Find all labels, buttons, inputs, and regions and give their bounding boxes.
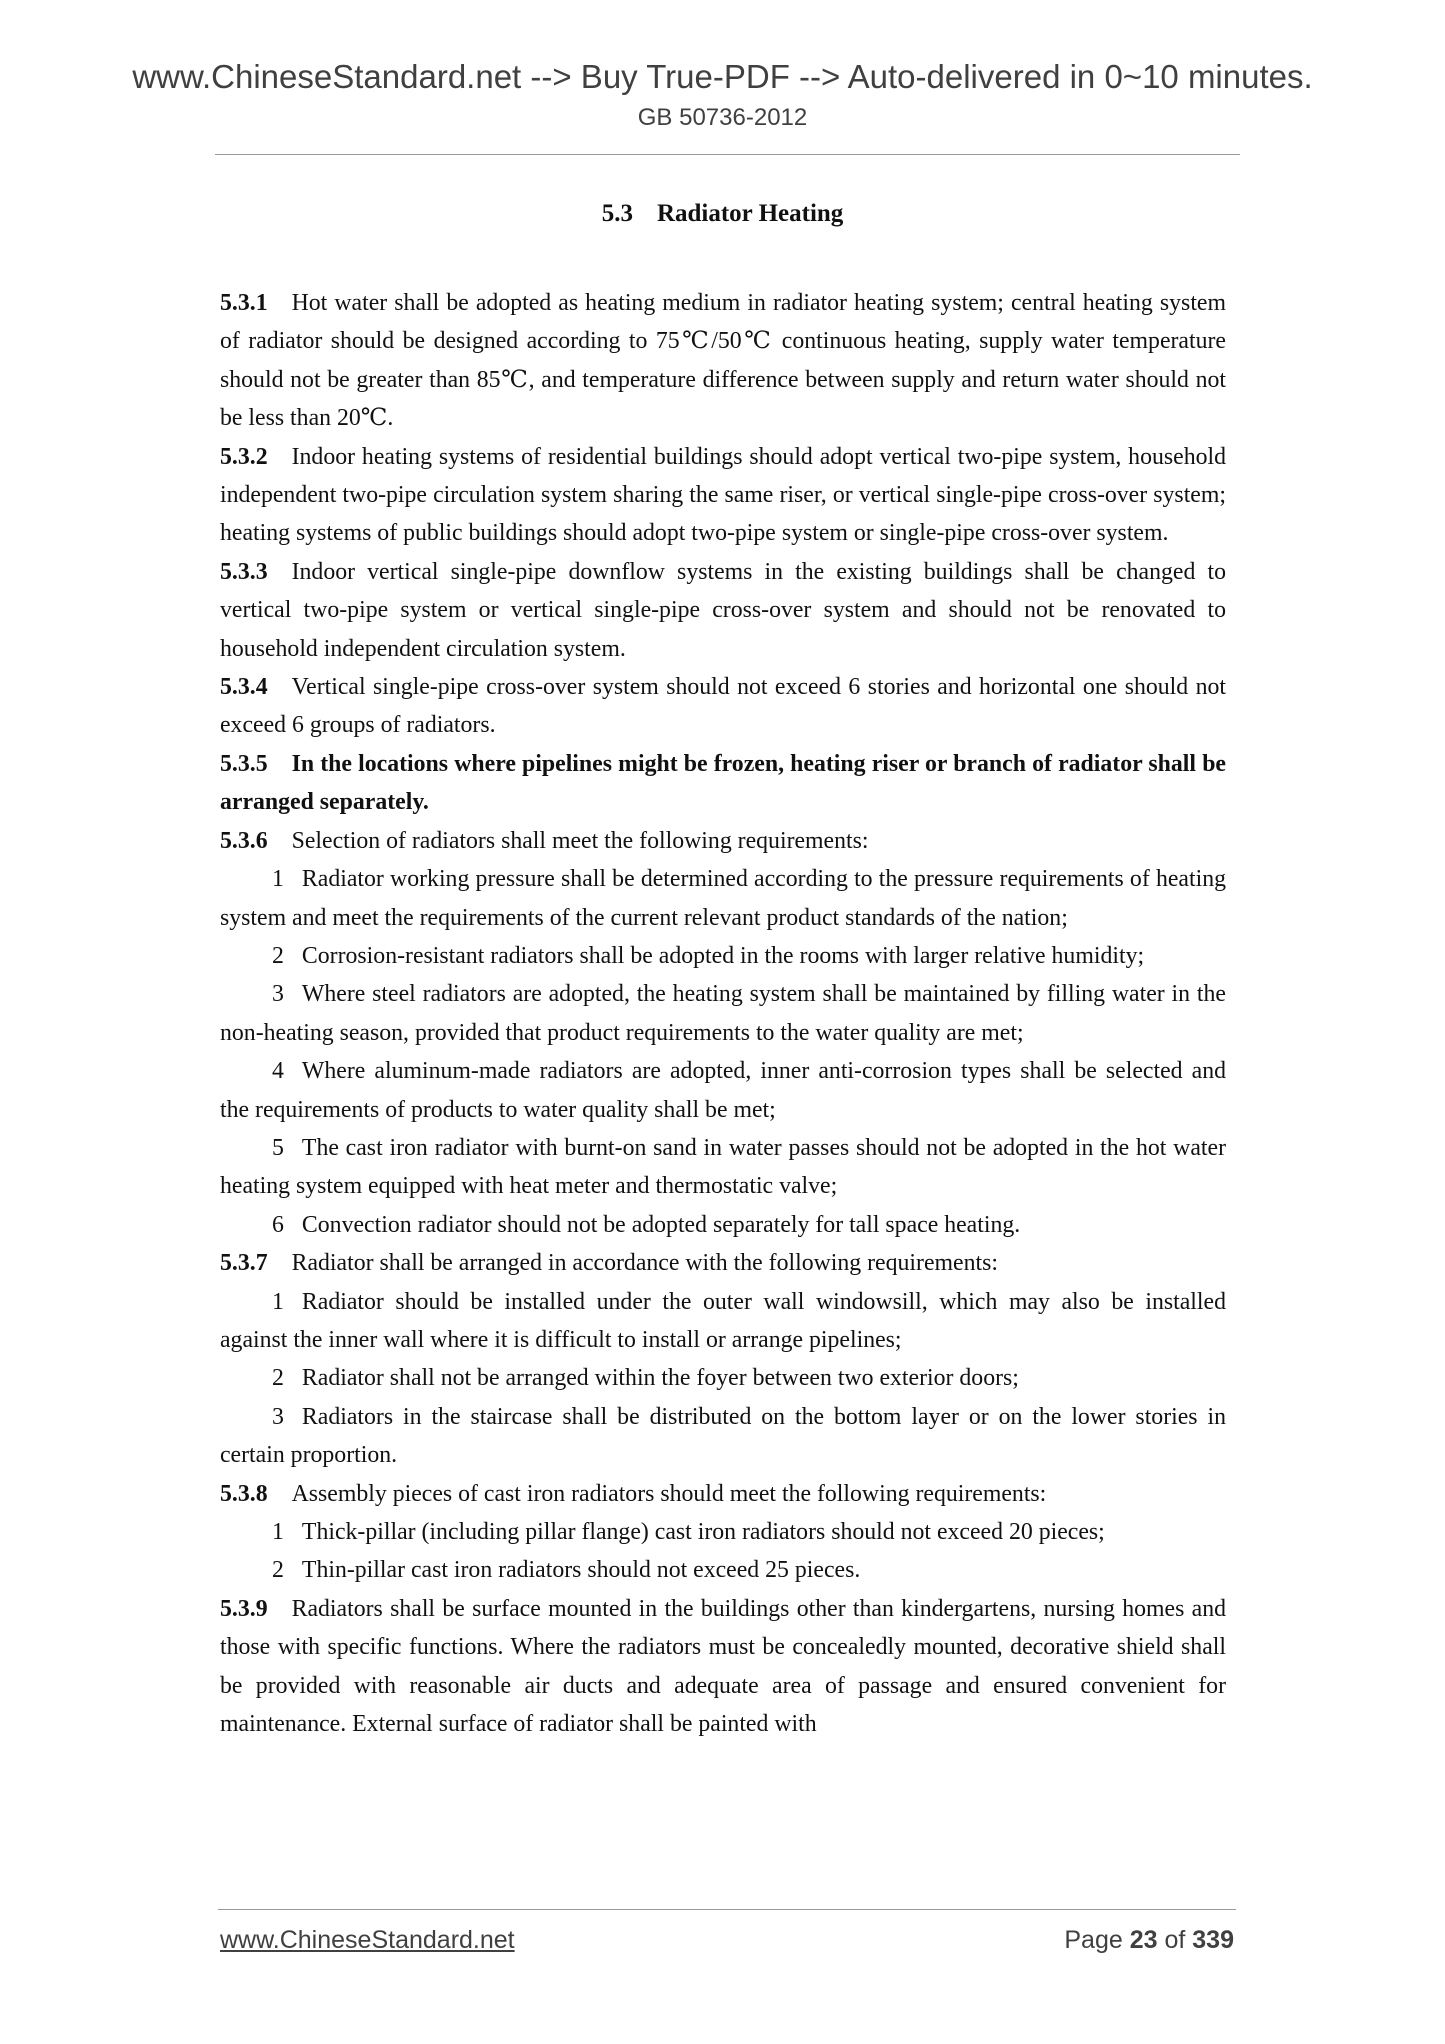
clause-text: Indoor vertical single-pipe downflow systems in the existing buildings shall be changed to vertical two-pipe system or vertical single-pipe cross-over system and should not be renovated to household independent circulation system. (220, 558, 1226, 662)
section-number: 5.3 (601, 200, 633, 227)
header-divider (215, 154, 1240, 155)
clause-5-3-3 (220, 553, 1226, 668)
item-number: 2 (272, 1365, 284, 1392)
clause-5-3-6 (220, 822, 1226, 860)
clause-number: 5.3.6 (220, 827, 268, 854)
list-item (220, 860, 1226, 937)
clause-text: Selection of radiators shall meet the following requirements: (291, 827, 869, 854)
clause-body (220, 284, 1226, 1743)
clause-number: 5.3.9 (220, 1595, 268, 1622)
list-item (220, 1052, 1226, 1129)
item-text: The cast iron radiator with burnt-on sand in water passes should not be adopted in the hot water heating system equipped with heat meter and thermostatic valve; (220, 1134, 1226, 1200)
clause-text: Assembly pieces of cast iron radiators should meet the following requirements: (291, 1480, 1047, 1507)
item-number: 6 (272, 1211, 284, 1238)
section-heading (0, 200, 1445, 228)
clause-5-3-8 (220, 1475, 1226, 1513)
item-number: 1 (272, 866, 284, 893)
clause-5-3-4 (220, 668, 1226, 745)
current-page-number: 23 (1129, 1926, 1158, 1954)
item-text: Corrosion-resistant radiators shall be adopted in the rooms with larger relative humidity; (301, 942, 1145, 969)
clause-5-3-1 (220, 284, 1226, 438)
list-item (220, 1551, 1226, 1589)
site-banner: www.ChineseStandard.net --> Buy True-PDF --> Auto-delivered in 0~10 minutes. (132, 58, 1313, 95)
item-number: 1 (272, 1519, 284, 1545)
clause-text: Vertical single-pipe cross-over system should not exceed 6 stories and horizontal one should not exceed 6 groups of radiators. (220, 674, 1226, 739)
item-text: Where steel radiators are adopted, the heating system shall be maintained by filling water in the non-heating season, provided that product requirements to the water quality are met; (220, 981, 1226, 1046)
clause-text: Hot water shall be adopted as heating medium in radiator heating system; central heating system of radiator should be designed according to 75℃/50℃ continuous heating, supply water temperature should not be greater than 85℃, and temperature difference between supply and return water should not be less than 20℃. (220, 290, 1226, 432)
item-text: Thick-pillar (including pillar flange) cast iron radiators should not exceed 20 pieces; (301, 1519, 1105, 1545)
clause-5-3-9 (220, 1590, 1226, 1744)
total-pages: 339 (1192, 1926, 1234, 1954)
item-number: 3 (272, 981, 284, 1008)
clause-text: Radiator shall be arranged in accordance with the following requirements: (291, 1250, 998, 1277)
footer-site-link[interactable]: www.ChineseStandard.net (220, 1926, 515, 1954)
item-number: 2 (272, 1557, 284, 1584)
clause-5-3-2 (220, 438, 1226, 553)
item-text: Radiator should be installed under the outer wall windowsill, which may also be installed against the inner wall where it is difficult to install or arrange pipelines; (220, 1288, 1226, 1353)
item-number: 4 (272, 1058, 284, 1085)
mandatory-clause-text: In the locations where pipelines might be frozen, heating riser or branch of radiator shall be arranged separately. (220, 750, 1226, 816)
list-item (220, 1359, 1226, 1397)
list-item (220, 937, 1226, 975)
item-text: Radiator working pressure shall be determined according to the pressure requirements of heating system and meet the requirements of the current relevant product standards of the nation; (220, 866, 1226, 931)
clause-text: Radiators shall be surface mounted in the buildings other than kindergartens, nursing homes and those with specific functions. Where the radiators must be concealedly mounted, decorative shield shall be provided with reasonable air ducts and adequate area of passage and ensured convenient for maintenance. External surface of radiator shall be painted with (220, 1595, 1226, 1738)
clause-number: 5.3.4 (220, 674, 268, 701)
item-number: 2 (272, 942, 284, 969)
item-text: Where aluminum-made radiators are adopted, inner anti-corrosion types shall be selected and the requirements of products to water quality shall be met; (220, 1058, 1226, 1123)
list-item (220, 1513, 1226, 1551)
item-text: Thin-pillar cast iron radiators should not exceed 25 pieces. (301, 1557, 861, 1584)
page-prefix: Page (1064, 1926, 1123, 1954)
clause-number: 5.3.3 (220, 558, 268, 585)
list-item (220, 1398, 1226, 1475)
page-of: of (1164, 1926, 1186, 1954)
item-text: Radiator shall not be arranged within the foyer between two exterior doors; (301, 1365, 1019, 1392)
page-indicator (1064, 1926, 1234, 1955)
clause-5-3-5 (220, 745, 1226, 822)
clause-number: 5.3.7 (220, 1250, 268, 1277)
document-id: GB 50736-2012 (637, 104, 808, 131)
clause-text: Indoor heating systems of residential buildings should adopt vertical two-pipe system, household independent two-pipe circulation system sharing the same riser, or vertical single-pipe cross-over system; heating systems of public buildings should adopt two-pipe system or single-pipe cross-over system. (220, 443, 1226, 547)
item-text: Radiators in the staircase shall be distributed on the bottom layer or on the lower stories in certain proportion. (220, 1403, 1226, 1469)
item-number: 3 (272, 1403, 284, 1430)
clause-number: 5.3.8 (220, 1480, 268, 1507)
section-title: Radiator Heating (656, 200, 844, 227)
list-item (220, 1206, 1226, 1244)
list-item (220, 1129, 1226, 1206)
footer-divider (218, 1909, 1236, 1910)
clause-number: 5.3.2 (220, 443, 268, 470)
clause-number: 5.3.5 (220, 750, 268, 777)
item-number: 1 (272, 1288, 284, 1315)
item-number: 5 (272, 1134, 284, 1161)
clause-5-3-7 (220, 1244, 1226, 1282)
clause-number: 5.3.1 (220, 290, 268, 316)
item-text: Convection radiator should not be adopted separately for tall space heating. (301, 1211, 1021, 1238)
list-item (220, 1283, 1226, 1360)
list-item (220, 975, 1226, 1052)
